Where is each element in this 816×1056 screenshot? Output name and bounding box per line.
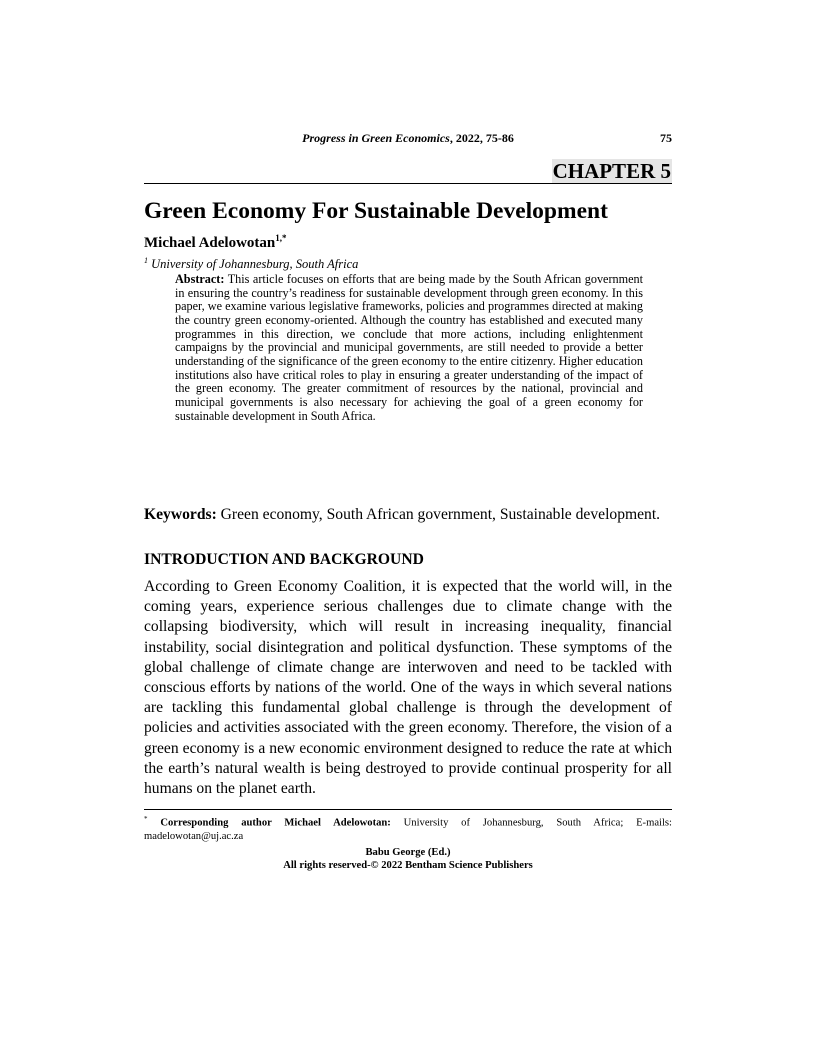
footnote-divider <box>144 809 672 810</box>
publisher-info <box>144 846 672 872</box>
body-paragraph: According to Green Economy Coalition, it is expected that the world will, in the coming years, experience serious challenges due to climate change with the collapsing biodiversity, which will result in increasing inequality, financial instability, social disintegration and political dysfunction. These symptoms of the global challenge of climate change are interwoven and need to be tackled with conscious efforts by nations of the world. One of the ways in which several nations are tackling this fundamental global challenge is through the development of policies and activities associated with the green economy. Therefore, the vision of a green economy is a new economic environment designed to reduce the rate at which the earth’s natural wealth is being destroyed to provide continual prosperity for all humans on the planet earth. <box>144 578 672 798</box>
keywords: Keywords: Green economy, South African government, Sustainable development. <box>144 506 661 523</box>
paper-title: Green Economy For Sustainable Development <box>144 198 608 224</box>
section-heading: INTRODUCTION AND BACKGROUND <box>144 551 424 568</box>
author: Michael Adelowotan$^{1,*}$ <box>144 233 287 251</box>
abstract: Abstract: This article focuses on efforts that are being made by the South African government in ensuring the country’s readiness for sustainable development through green economy. In this paper, we examine various legislative frameworks, policies and programmes directed at making the country green economy-oriented. Although the country has established and executed many programmes in this direction, we conclude that more actions, including enlightenment campaigns by the provincial and municipal governments, are still needed to provide a better understanding of the significance of the green economy to the entire citizenry. Higher education institutions also have critical roles to play in ensuring a greater understanding of the impact of the green economy. The greater commitment of resources by the national, provincial and municipal governments is also necessary for achieving the goal of a green economy for sustainable development in South Africa. <box>175 272 643 423</box>
journal-citation: Progress in Green Economics, 2022, 75-86 <box>302 131 514 145</box>
header-divider <box>144 183 672 184</box>
affiliation: $^1$ University of Johannesburg, South Africa <box>144 256 359 272</box>
chapter-label: CHAPTER 5 <box>552 159 671 183</box>
footnote: * Corresponding author Michael Adelowotan: University of Johannesburg, South Africa; E-mails: madelowotan@uj.ac.za <box>144 815 672 843</box>
page-number: 75 <box>660 131 672 145</box>
editor: Babu George (Ed.) <box>365 847 451 858</box>
copyright: All rights reserved-© 2022 Bentham Science Publishers <box>283 860 533 871</box>
